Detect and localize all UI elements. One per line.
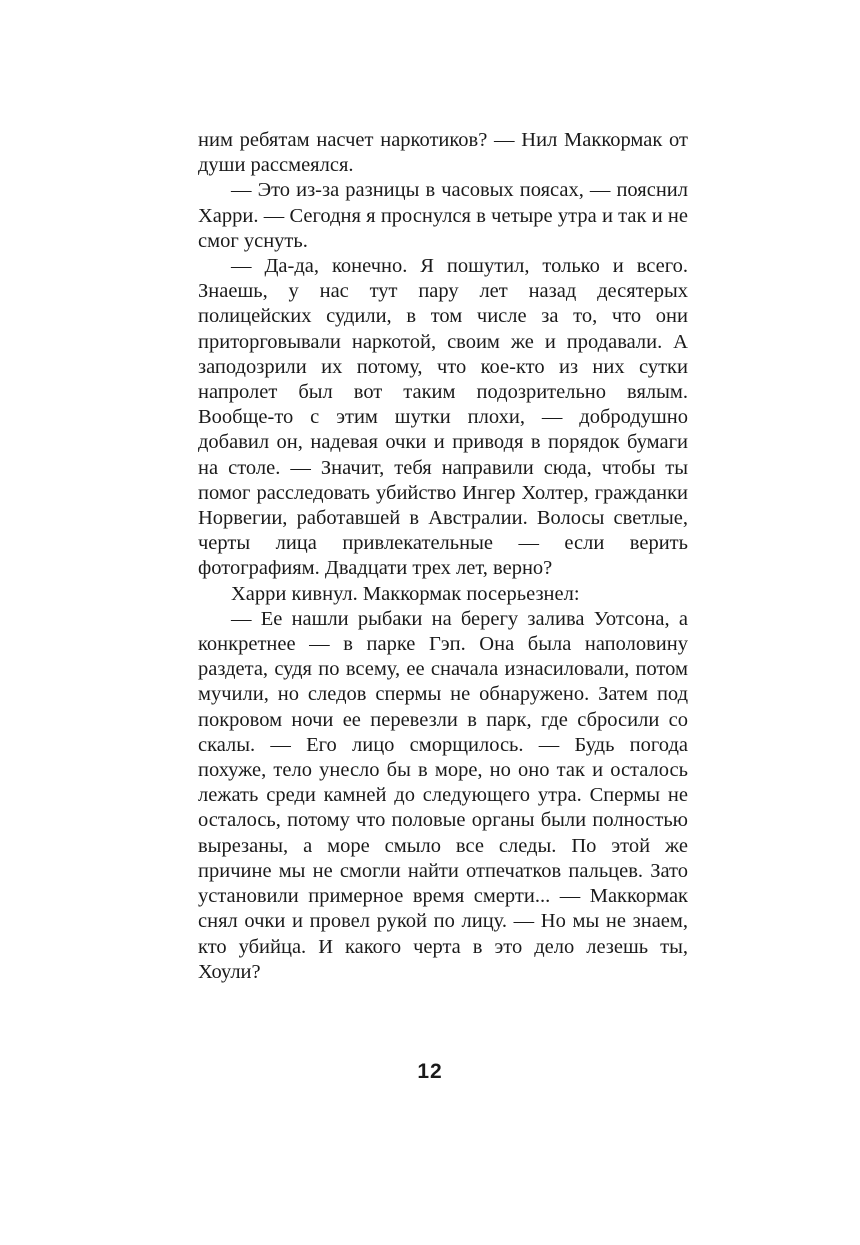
paragraph: — Да-да, конечно. Я пошутил, только и всего. Знаешь, у нас тут пару лет назад десятерых полицейских судили, в том числе за то, что они приторговывали наркотой, своим же и продавали. А заподозрили их потому, что кое-кто из них сутки напролет был вот таким подозрительно вялым. Вообще-то с этим шутки плохи, — добродушно добавил он, надевая очки и приводя в порядок бумаги на столе. — Значит, тебя направили сюда, чтобы ты помог расследовать убийство Ингер Холтер, гражданки Норвегии, работавшей в Австралии. Волосы светлые, черты лица привлекательные — если верить фотографиям. Двадцати трех лет, верно? bbox=[198, 255, 688, 580]
paragraph-continuation: ним ребятам насчет наркотиков? — Нил Маккормак от души рассмеялся. bbox=[198, 129, 688, 177]
body-text bbox=[198, 128, 688, 985]
paragraph: — Ее нашли рыбаки на берегу залива Уотсона, а конкретнее — в парке Гэп. Она была наполовину раздета, судя по всему, ее сначала изнасиловали, потом мучили, но следов спермы не обнаружено. Затем под покровом ночи ее перевезли в парк, где сбросили со скалы. — Его лицо сморщилось. — Будь погода похуже, тело унесло бы в море, но оно так и осталось лежать среди камней до следующего утра. Спермы не осталось, потому что половые органы были полностью вырезаны, а море смыло все следы. По этой же причине мы не смогли найти отпечатков пальцев. Зато установили примерное время смерти... — Маккормак снял очки и провел рукой по лицу. — Но мы не знаем, кто убийца. И какого черта в это дело лезешь ты, Хоули? bbox=[198, 607, 688, 983]
paragraph: — Это из-за разницы в часовых поясах, — пояснил Харри. — Сегодня я проснулся в четыре утра и так и не смог уснуть. bbox=[198, 179, 688, 252]
paragraph: Харри кивнул. Маккормак посерьезнел: bbox=[231, 582, 580, 605]
page-number: 12 bbox=[417, 1060, 443, 1083]
